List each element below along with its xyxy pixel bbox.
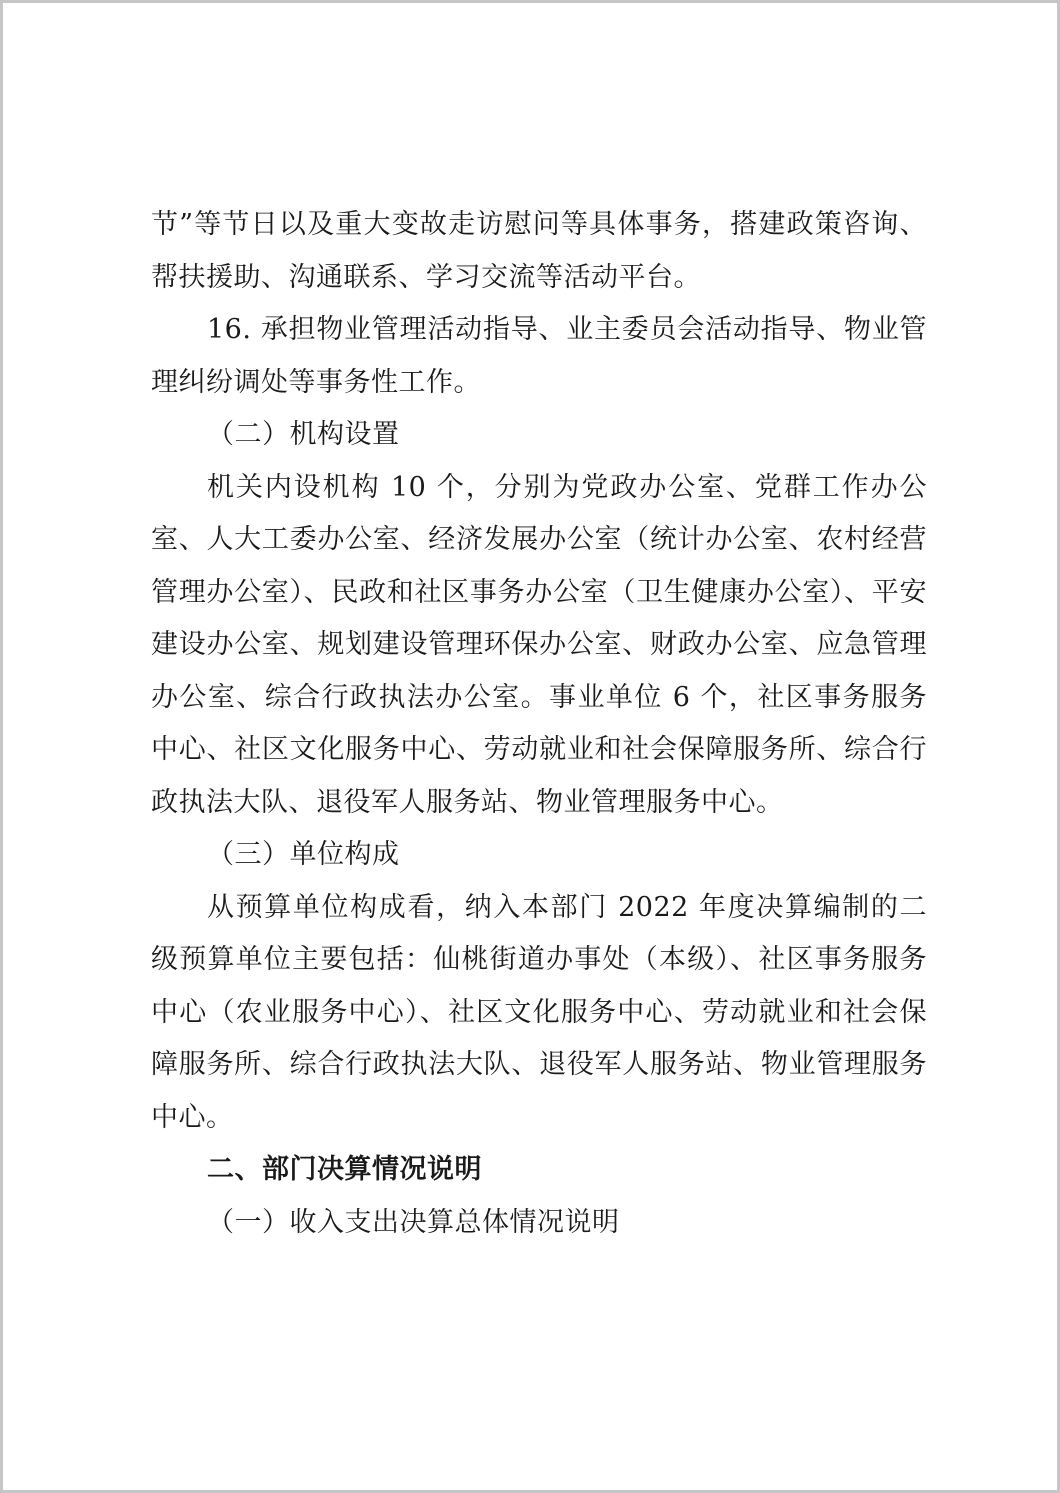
heading-section-two: 二、部门决算情况说明 xyxy=(207,1154,482,1185)
paragraph-institution-setup: 机关内设机构 10 个，分别为党政办公室、党群工作办公室、人大工委办公室、经济发展办公室（统计办公室、农村经营管理办公室）、民政和社区事务办公室（卫生健康办公室）、平安建设办公室、规划建设管理环保办公室、财政办公室、应急管理办公室、综合行政执法办公室。事业单位 6 个，社区事务服务中心、社区文化服务中心、劳动就业和社会保障服务所、综合行政执法大队、退役军人服务站、物业管理服务中心。 xyxy=(151,471,927,818)
paragraph-unit-composition: 从预算单位构成看，纳入本部门 2022 年度决算编制的二级预算单位主要包括：仙桃街道办事处（本级）、社区事务服务中心（农业服务中心）、社区文化服务中心、劳动就业和社会保障服务所、综合行政执法大队、退役军人服务站、物业管理服务中心。 xyxy=(151,891,927,1133)
heading-unit-composition: （三）单位构成 xyxy=(207,839,400,870)
heading-institution-setup: （二）机构设置 xyxy=(207,419,400,450)
heading-income-expense-overview: （一）收入支出决算总体情况说明 xyxy=(207,1206,620,1238)
paragraph-activity-platform: 节”等节日以及重大变故走访慰问等具体事务，搭建政策咨询、帮扶援助、沟通联系、学习交流等活动平台。 xyxy=(151,209,927,293)
paragraph-item-16: 16. 承担物业管理活动指导、业主委员会活动指导、物业管理纠纷调处等事务性工作。 xyxy=(151,314,927,398)
document-body xyxy=(151,199,927,1249)
